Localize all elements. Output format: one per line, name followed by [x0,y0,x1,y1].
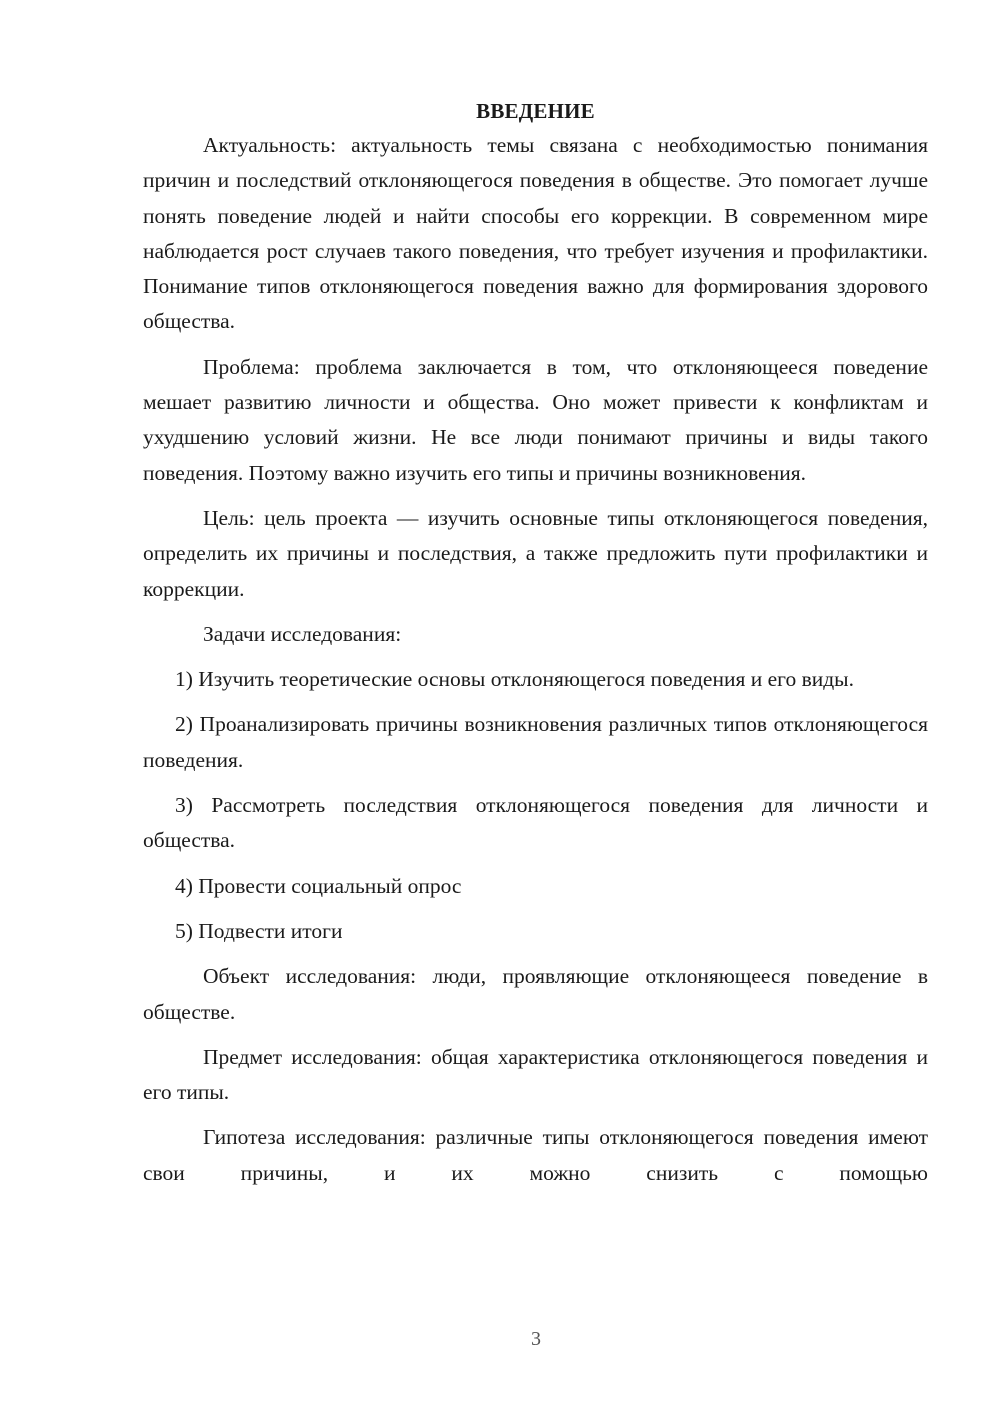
object-paragraph: Объект исследования: люди, проявляющие отклоняющееся поведение в обществе. [143,964,928,1024]
task-item-5: 5) Подвести итоги [175,918,343,943]
task-item-1: 1) Изучить теоретические основы отклоняющегося поведения и его виды. [175,667,855,692]
subject-paragraph: Предмет исследования: общая характеристика отклоняющегося поведения и его типы. [143,1044,928,1105]
hypothesis-paragraph: Гипотеза исследования: различные типы отклоняющегося поведения имеют свои причины, и их можно снизить с помощью [143,1125,928,1185]
goal-paragraph: Цель: цель проекта — изучить основные типы отклоняющегося поведения, определить их причины и последствия, а также предложить пути профилактики и коррекции. [143,505,928,601]
document-page [143,94,928,1201]
page-number: 3 [531,1328,541,1350]
task-item-4: 4) Провести социальный опрос [175,873,462,898]
task-item-2: 2) Проанализировать причины возникновения различных типов отклоняющегося поведения. [143,712,928,772]
task-item-3: 3) Рассмотреть последствия отклоняющегося поведения для личности и общества. [143,793,928,853]
relevance-paragraph: Актуальность: актуальность темы связана с необходимостью понимания причин и последствий отклоняющегося поведения в обществе. Это помогает лучше понять поведение людей и найти способы его коррекции. В современном мире наблюдается рост случаев такого поведения, что требует изучения и профилактики. Понимание типов отклоняющегося поведения важно для формирования здорового общества. [143,133,928,334]
tasks-heading: Задачи исследования: [203,621,402,646]
problem-paragraph: Проблема: проблема заключается в том, что отклоняющееся поведение мешает развитию личности и общества. Оно может привести к конфликтам и ухудшению условий жизни. Не все люди понимают причины и виды такого поведения. Поэтому важно изучить его типы и причины возникновения. [143,354,928,485]
section-heading: ВВЕДЕНИЕ [476,99,595,123]
